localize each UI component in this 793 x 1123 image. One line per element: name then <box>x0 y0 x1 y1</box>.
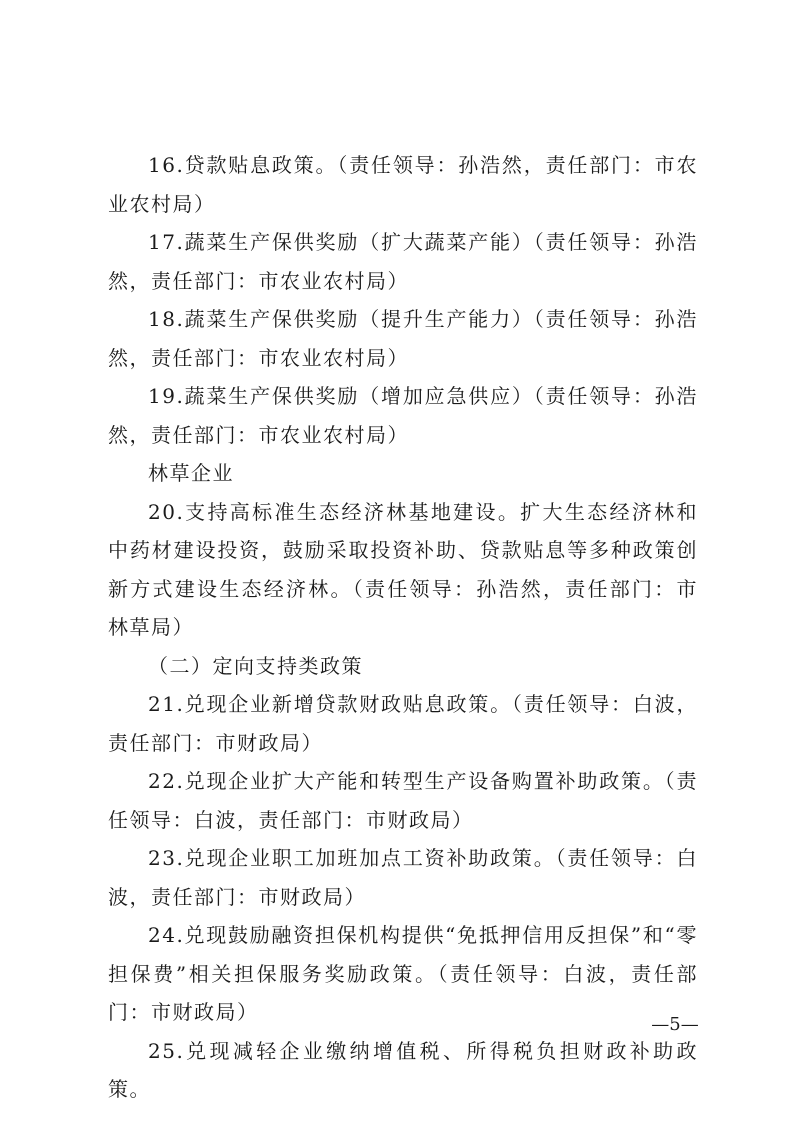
policy-item-16: 16.贷款贴息政策。（责任领导：孙浩然，责任部门：市农业农村局） <box>108 153 698 216</box>
policy-item-18: 18.蔬菜生产保供奖励（提升生产能力）（责任领导：孙浩然，责任部门：市农业农村局） <box>108 307 698 370</box>
policy-item-20: 20.支持高标准生态经济林基地建设。扩大生态经济林和中药材建设投资，鼓励采取投资补助、贷款贴息等多种政策创新方式建设生态经济林。（责任领导：孙浩然，责任部门：市林草局） <box>108 499 698 639</box>
policy-item-19: 19.蔬菜生产保供奖励（增加应急供应）（责任领导：孙浩然，责任部门：市农业农村局） <box>108 384 698 447</box>
policy-item-23: 23.兑现企业职工加班加点工资补助政策。（责任领导：白波，责任部门：市财政局） <box>108 846 698 909</box>
policy-item-17: 17.蔬菜生产保供奖励（扩大蔬菜产能）（责任领导：孙浩然，责任部门：市农业农村局） <box>108 230 698 293</box>
page-number: —5— <box>651 1014 699 1035</box>
section-label-forestry: 林草企业 <box>148 461 234 485</box>
policy-item-25: 25.兑现减轻企业缴纳增值税、所得税负担财政补助政策。 <box>108 1038 698 1101</box>
policy-item-24: 24.兑现鼓励融资担保机构提供“免抵押信用反担保”和“零担保费”相关担保服务奖励政策。（责任领导：白波，责任部门：市财政局） <box>108 923 698 1024</box>
policy-item-21: 21.兑现企业新增贷款财政贴息政策。（责任领导：白波，责任部门：市财政局） <box>108 692 698 755</box>
document-body <box>108 146 698 1109</box>
policy-item-22: 22.兑现企业扩大产能和转型生产设备购置补助政策。（责任领导：白波，责任部门：市财政局） <box>108 769 698 832</box>
section-heading-targeted-support: （二）定向支持类政策 <box>148 653 363 678</box>
